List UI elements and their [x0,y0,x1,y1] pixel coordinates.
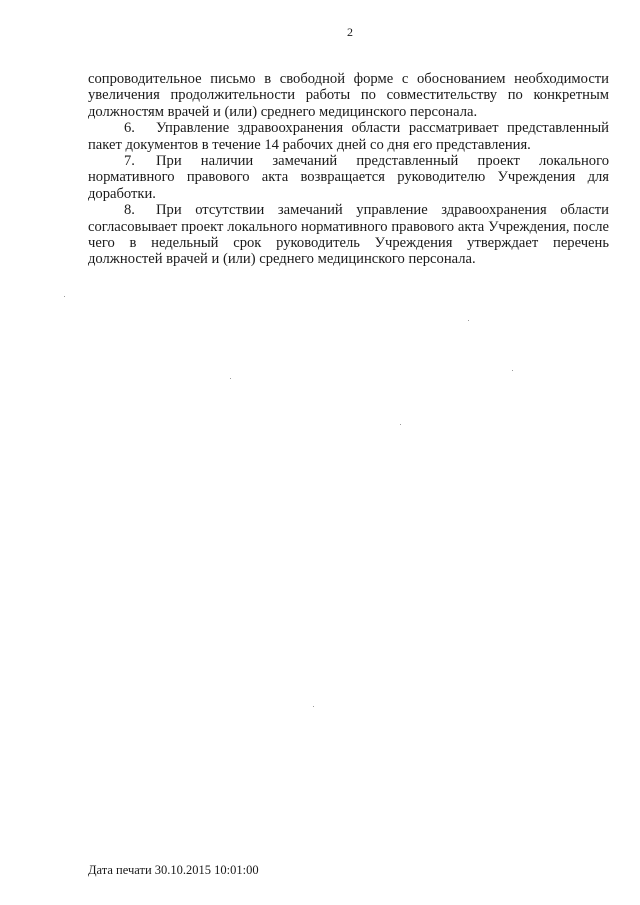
scan-speck [313,706,314,707]
paragraph-number: 6. [124,120,135,137]
print-date-footer: Дата печати 30.10.2015 10:01:00 [88,863,259,877]
paragraph-6 [88,120,609,153]
scan-speck [468,320,469,321]
paragraph-continuation [88,71,609,120]
scan-speck [64,296,65,297]
paragraph-number: 7. [124,153,135,170]
paragraph-number: 8. [124,202,135,219]
paragraph-8 [88,202,609,268]
paragraph-text: При отсутствии замечаний управление здравоохранения области согласовывает проект локального нормативного правового акта Учреждения, после чего в недельный срок руководитель Учреждения утверждает перечень должностей врачей и (или) среднего медицинского персонала. [88,202,609,268]
scan-speck [512,370,513,371]
document-body [88,71,609,268]
page-number: 2 [347,25,353,39]
paragraph-text: При наличии замечаний представленный проект локального нормативного правового акта возвращается руководителю Учреждения для доработки. [88,153,609,202]
scan-speck [400,424,401,425]
scan-speck [230,378,231,379]
paragraph-text: Управление здравоохранения области рассматривает представленный пакет документов в течение 14 рабочих дней со дня его представления. [88,120,609,153]
paragraph-7 [88,153,609,202]
paragraph-text: сопроводительное письмо в свободной форме с обоснованием необходимости увеличения продолжительности работы по совместительству по конкретным должностям врачей и (или) среднего медицинского персонала. [88,71,609,120]
